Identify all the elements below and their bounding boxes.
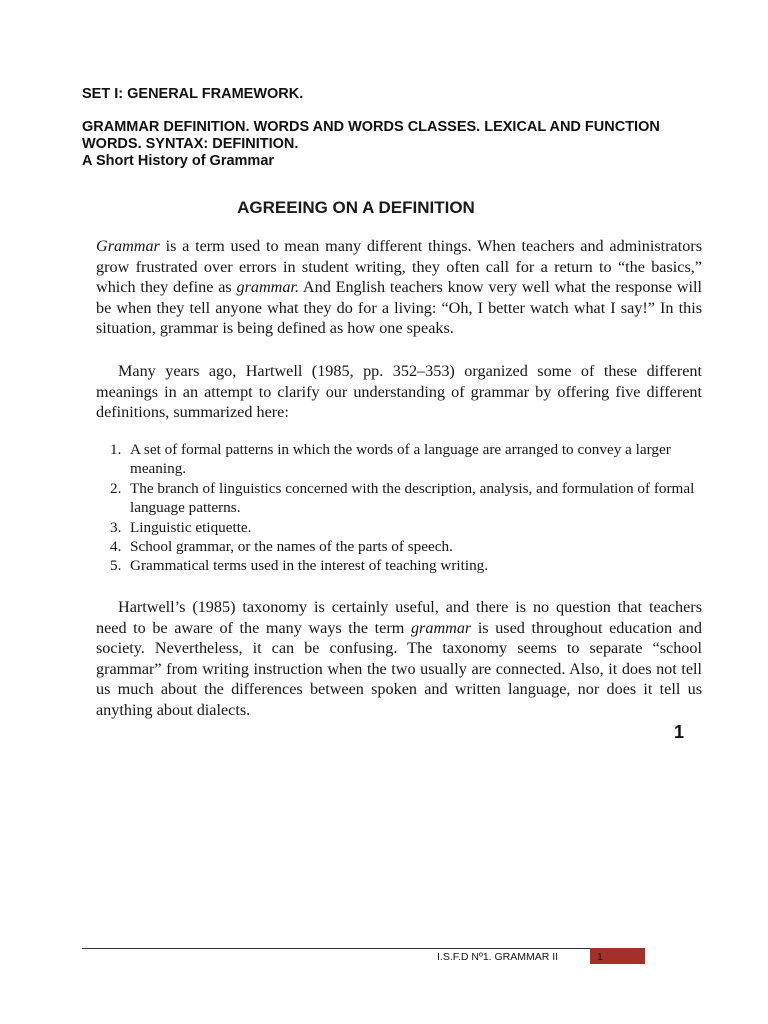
definitions-list [110,440,702,576]
list-item-text: Linguistic etiquette. [130,518,252,536]
scan-section-title: AGREEING ON A DEFINITION [237,198,475,217]
list-item-text: The branch of linguistics concerned with the description, analysis, and formulation of formal language patterns. [130,479,695,517]
list-item-text: A set of formal patterns in which the words of a language are arranged to convey a larger meaning. [130,441,671,478]
scan-page-number: 1 [674,722,685,742]
list-item-text: Grammatical terms used in the interest of teaching writing. [130,557,489,575]
list-item-number: 5. [110,557,122,575]
list-item [110,440,702,479]
footer-page-badge [590,948,645,964]
footer-divider [82,948,644,949]
list-item-number: 3. [110,518,122,536]
footer-label: I.S.F.D Nº1. GRAMMAR II [437,951,559,963]
term-grammar-3: grammar [410,618,472,637]
list-item-number: 1. [110,441,122,458]
list-item [110,518,702,537]
footer-page-number: 1 [597,951,603,963]
paragraph-1 [96,236,702,339]
list-item-number: 2. [110,479,122,497]
term-grammar: Grammar [96,237,160,255]
topic-heading: GRAMMAR DEFINITION. WORDS AND WORDS CLASSES. LEXICAL AND FUNCTION WORDS. SYNTAX: DEFINITION. [82,119,660,152]
list-item [110,556,702,575]
paragraph-3 [96,597,702,721]
paragraph-2: Many years ago, Hartwell (1985, pp. 352–353) organized some of these different meanings in an attempt to clarify our understanding of grammar by offering five different definitions, summarized here: [96,362,702,422]
list-item [110,537,702,556]
paragraph-1-text-a: is a term used to mean many different things. When teachers and administrators grow frustrated over errors in student writing, they often call for a return to “the basics,” which they define as [96,237,702,297]
list-item-text: School grammar, or the names of the parts of speech. [130,538,453,556]
list-item [110,479,702,518]
paragraph-3-text-b: is used throughout education and society. Nevertheless, it can be confusing. The taxonomy seems to separate “school grammar” from writing instruction when the two usually are connected. Also, it does not tell us much about the differences between spoken and written language, nor does it tell us anything about dialects. [96,618,702,719]
paragraph-1-text-b: And English teachers know very well what the response will be when they tell anyone what they do for a living: “Oh, I better watch what I say!” In this situation, grammar is being defined as how one speaks. [96,278,702,338]
set-title: SET I: GENERAL FRAMEWORK. [82,86,304,102]
term-grammar-2: grammar. [236,278,300,297]
list-item-number: 4. [110,538,122,556]
subtitle: A Short History of Grammar [82,153,275,169]
paragraph-3-text-a: Hartwell’s (1985) taxonomy is certainly useful, and there is no question that teachers need to be aware of the many ways the term [96,598,702,637]
